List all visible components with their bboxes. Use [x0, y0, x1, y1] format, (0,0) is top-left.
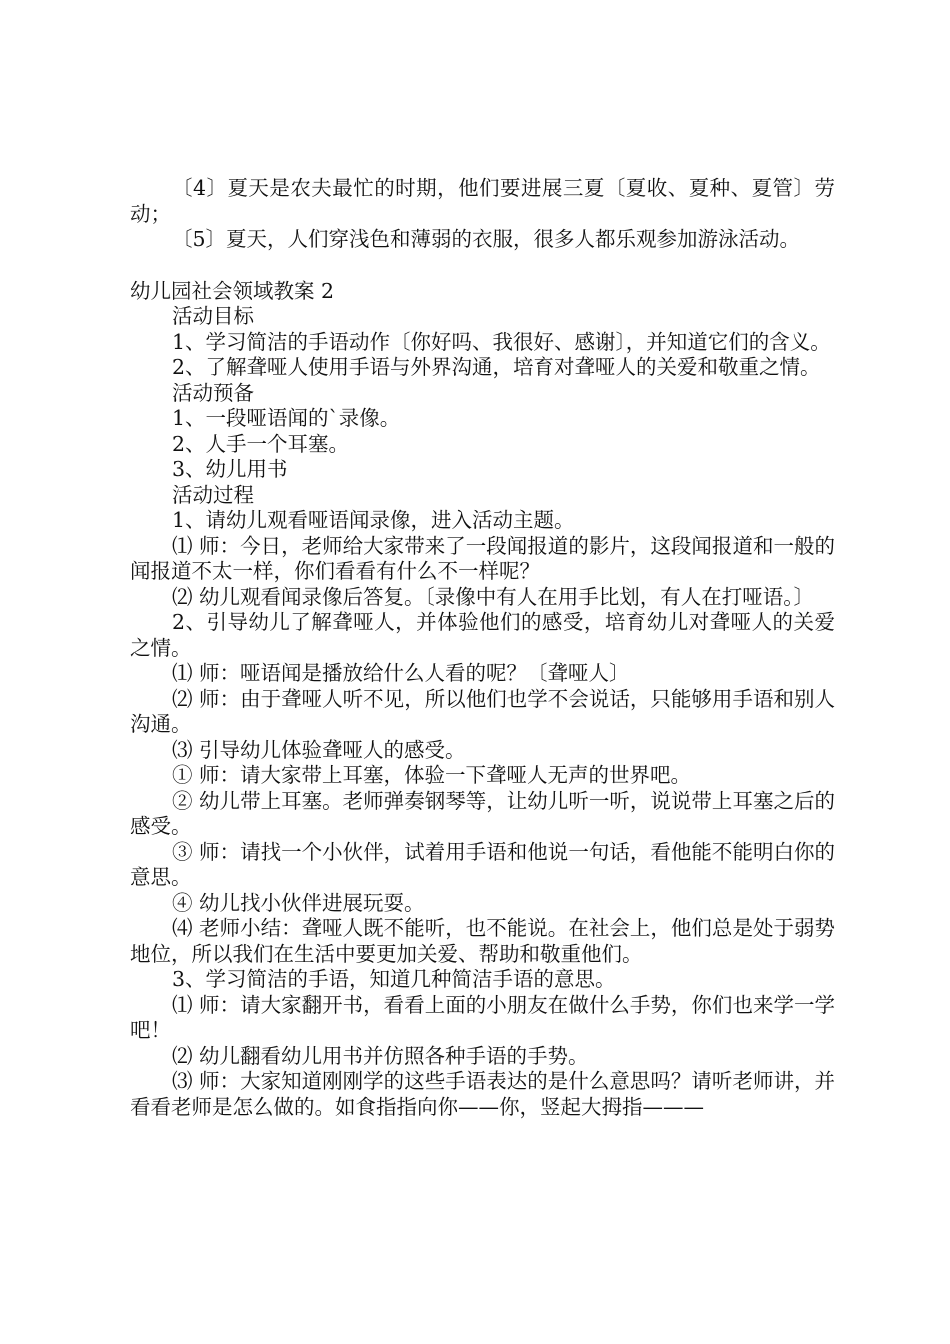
paragraph: ⑷ 老师小结：聋哑人既不能听，也不能说。在社会上，他们总是处于弱势地位，所以我们在生活中要更加关爱、帮助和敬重他们。 [130, 916, 835, 966]
subheading: 活动目标 [172, 304, 254, 328]
paragraph: 1、学习简洁的手语动作〔你好吗、我很好、感谢〕，并知道它们的含义。 [172, 329, 831, 354]
paragraph: 3、学习简洁的手语，知道几种简洁手语的意思。 [172, 967, 616, 991]
paragraph: ⑵ 幼儿翻看幼儿用书并仿照各种手语的手势。 [172, 1043, 589, 1068]
paragraph: 〔4〕夏天是农夫最忙的时期，他们要进展三夏〔夏收、夏种、夏管〕劳动； [130, 176, 835, 226]
paragraph: ② 幼儿带上耳塞。老师弹奏钢琴等，让幼儿听一听，说说带上耳塞之后的感受。 [130, 788, 835, 838]
paragraph: 2、引导幼儿了解聋哑人，并体验他们的感受，培育幼儿对聋哑人的关爱之情。 [130, 610, 835, 660]
paragraph: 1、请幼儿观看哑语闻录像，进入活动主题。 [172, 508, 575, 532]
subheading: 活动过程 [172, 482, 254, 507]
paragraph: ⑴ 师：今日，老师给大家带来了一段闻报道的影片，这段闻报道和一般的闻报道不太一样，你们看看有什么不一样呢？ [130, 533, 835, 583]
paragraph: ① 师：请大家带上耳塞，体验一下聋哑人无声的世界吧。 [172, 763, 692, 787]
paragraph: ④ 幼儿找小伙伴进展玩耍。 [172, 890, 425, 915]
paragraph: 2、了解聋哑人使用手语与外界沟通，培育对聋哑人的关爱和敬重之情。 [172, 355, 821, 379]
document-page [130, 176, 835, 1120]
paragraph: ③ 师：请找一个小伙伴，试着用手语和他说一句话，看他能不能明白你的意思。 [130, 839, 835, 889]
paragraph: 2、人手一个耳塞。 [172, 431, 350, 456]
paragraph: ⑶ 引导幼儿体验聋哑人的感受。 [172, 737, 466, 762]
paragraph: 〔5〕夏天，人们穿浅色和薄弱的衣服，很多人都乐观参加游泳活动。 [172, 227, 801, 251]
paragraph: ⑴ 师：哑语闻是播放给什么人看的呢？〔聋哑人〕 [172, 661, 630, 685]
paragraph: ⑵ 幼儿观看闻录像后答复。〔录像中有人在用手比划，有人在打哑语。〕 [172, 584, 815, 609]
paragraph: ⑵ 师：由于聋哑人听不见，所以他们也学不会说话，只能够用手语和别人沟通。 [130, 686, 835, 736]
paragraph: 1、一段哑语闻的`录像。 [172, 406, 401, 430]
paragraph: ⑴ 师：请大家翻开书，看看上面的小朋友在做什么手势，你们也来学一学吧！ [130, 992, 835, 1042]
subheading: 活动预备 [172, 380, 254, 405]
paragraph: 3、幼儿用书 [172, 457, 288, 481]
section-title: 幼儿园社会领域教案 2 [130, 278, 335, 303]
paragraph: ⑶ 师：大家知道刚刚学的这些手语表达的是什么意思吗？请听老师讲，并看看老师是怎么做的。如食指指向你——你，竖起大拇指——— [130, 1069, 835, 1119]
